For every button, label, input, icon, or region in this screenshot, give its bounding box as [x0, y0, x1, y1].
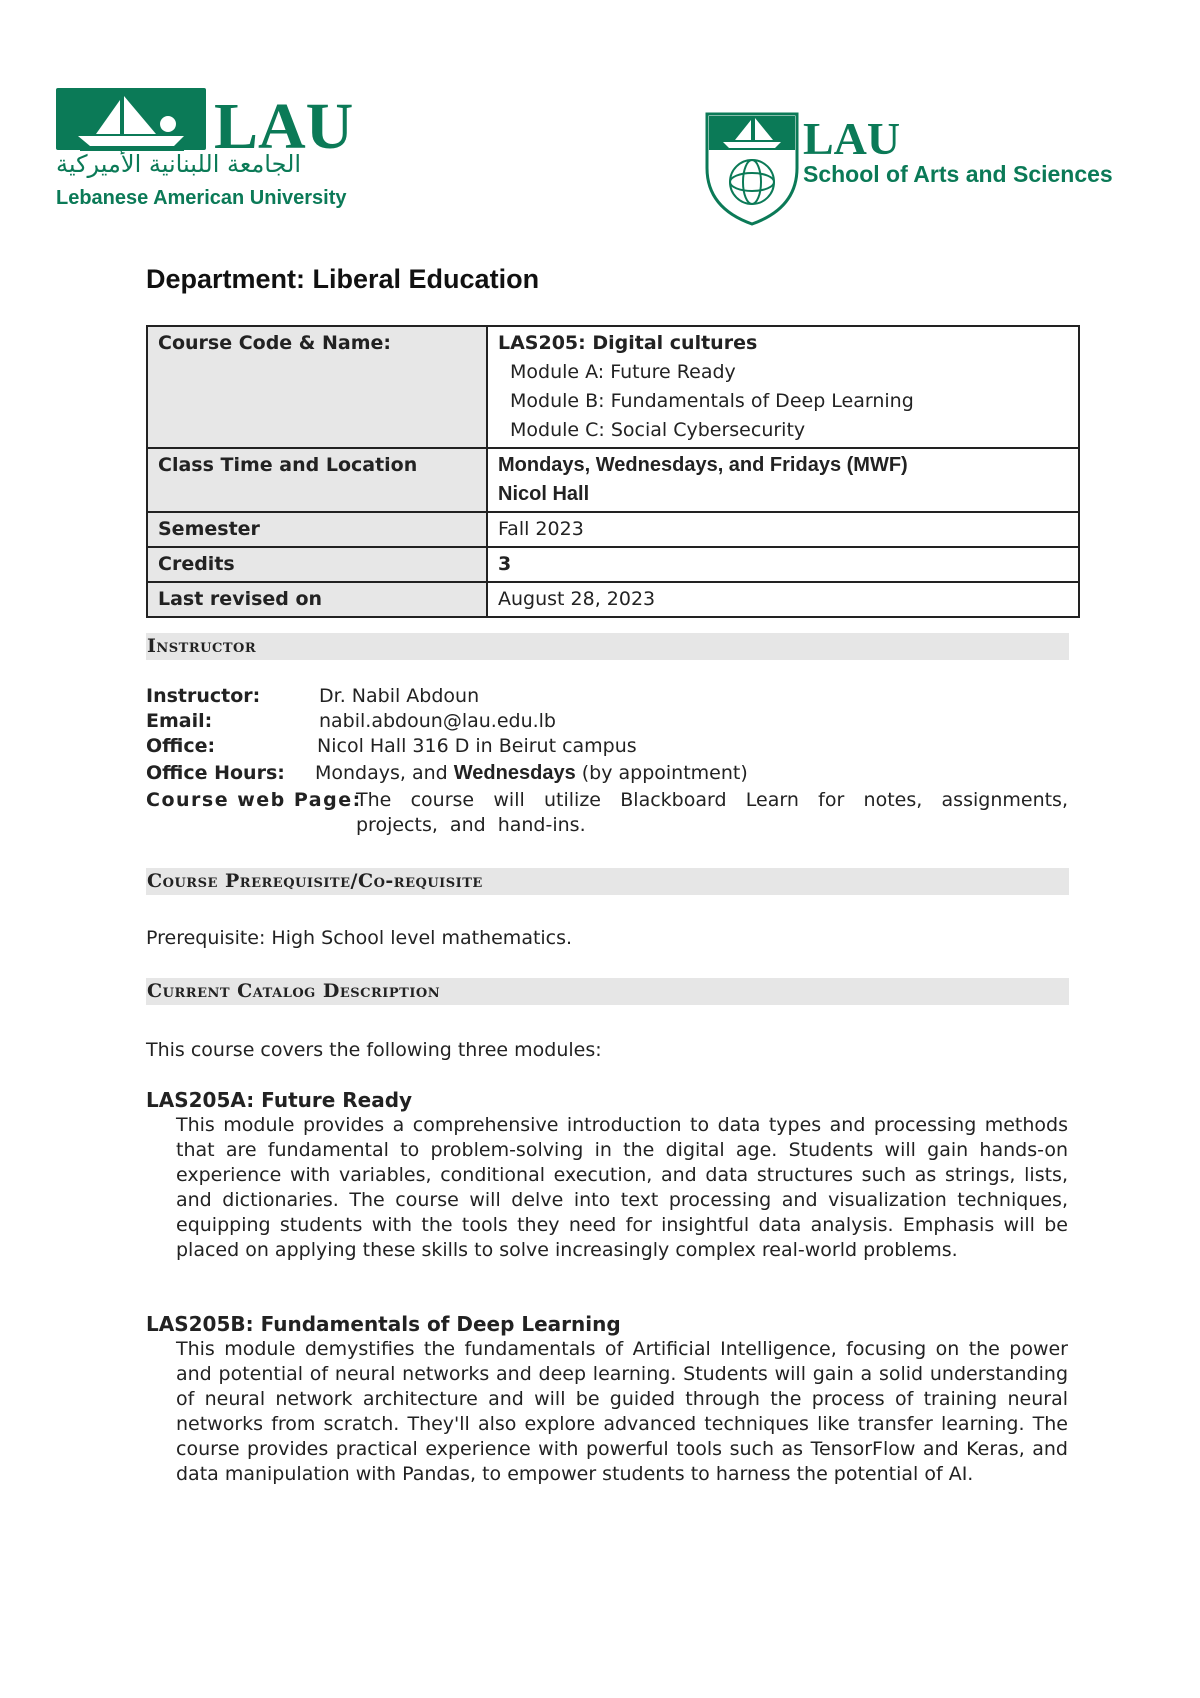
module-b-block — [146, 1312, 1068, 1487]
table-row-credits — [147, 547, 1079, 582]
table-row-revised — [147, 582, 1079, 617]
school-lau-wordmark: LAU — [803, 113, 901, 164]
web-label: Course web Page: — [146, 789, 362, 811]
class-location: Nicol Hall — [498, 483, 590, 505]
revised-label: Last revised on — [147, 582, 487, 617]
hours-label: Office Hours: — [146, 762, 285, 784]
hours-row — [146, 761, 1068, 786]
semester-label: Semester — [147, 512, 487, 547]
instructor-row — [146, 684, 1068, 709]
revised-value: August 28, 2023 — [487, 582, 1079, 617]
credits-label: Credits — [147, 547, 487, 582]
credits-value: 3 — [487, 547, 1079, 582]
web-value: The course will utilize Blackboard Learn for notes, assignments, projects, and hand-ins. — [356, 789, 1068, 836]
module-b-title: LAS205B: Fundamentals of Deep Learning — [146, 1312, 621, 1336]
office-row — [146, 734, 1068, 759]
module-a-title: LAS205A: Future Ready — [146, 1088, 413, 1112]
course-label: Course Code & Name: — [147, 326, 487, 448]
department-title: Department: Liberal Education — [146, 264, 540, 294]
table-row-course — [147, 326, 1079, 448]
school-name: School of Arts and Sciences — [803, 161, 1113, 187]
email-row — [146, 709, 1068, 734]
arabic-name: الجامعة اللبنانية الأميركية — [56, 150, 302, 178]
instructor-label: Instructor: — [146, 685, 261, 707]
table-row-semester — [147, 512, 1079, 547]
email-label: Email: — [146, 710, 213, 732]
lau-wordmark: LAU — [214, 90, 354, 163]
module-c-line: Module C: Social Cybersecurity — [510, 419, 806, 441]
module-a-body: This module provides a comprehensive introduction to data types and processing methods that are fundamental to problem-solving in the digital age. Students will gain hands-on experience with variables, conditional execution, and data structures such as strings, lists, and dictionaries. The course will delve into text processing and visualization techniques, equipping students with the tools they need for insightful data analysis. Emphasis will be placed on applying these skills to solve increasingly complex real-world problems. — [176, 1114, 1068, 1261]
shield-icon — [705, 112, 1165, 227]
semester-value: Fall 2023 — [487, 512, 1079, 547]
school-logo — [705, 112, 1165, 227]
office-value: Nicol Hall 316 D in Beirut campus — [317, 735, 637, 757]
instructor-heading: Instructor — [146, 633, 1069, 660]
module-a-block — [146, 1088, 1068, 1263]
catalog-intro: This course covers the following three modules: — [146, 1039, 602, 1061]
prereq-heading: Course Prerequisite/Co-requisite — [146, 868, 1069, 895]
module-b-line: Module B: Fundamentals of Deep Learning — [510, 390, 914, 412]
web-row — [146, 788, 1068, 838]
hours-bold-day: Wednesdays — [453, 762, 576, 784]
hours-days: Mondays, and — [315, 762, 454, 784]
office-label: Office: — [146, 735, 216, 757]
course-info-table — [146, 325, 1080, 618]
instructor-block — [146, 684, 1068, 838]
instructor-value: Dr. Nabil Abdoun — [319, 685, 480, 707]
prereq-text: Prerequisite: High School level mathematics. — [146, 927, 573, 949]
table-row-time — [147, 448, 1079, 512]
time-label: Class Time and Location — [147, 448, 487, 512]
time-value — [487, 448, 1079, 512]
lau-logo — [56, 88, 396, 218]
module-b-body: This module demystifies the fundamentals of Artificial Intelligence, focusing on the power and potential of neural networks and deep learning. Students will gain a solid understanding of neural network architecture and will be guided through the process of training neural networks from scratch. They'll also explore advanced techniques like transfer learning. The course provides practical experience with powerful tools such as TensorFlow and Keras, and data manipulation with Pandas, to empower students to harness the potential of AI. — [176, 1338, 1068, 1485]
hours-value — [315, 761, 748, 786]
email-value[interactable]: nabil.abdoun@lau.edu.lb — [319, 710, 556, 732]
course-name: LAS205: Digital cultures — [498, 332, 758, 354]
hours-note: (by appointment) — [575, 762, 748, 784]
course-value — [487, 326, 1079, 448]
module-a-line: Module A: Future Ready — [510, 361, 736, 383]
class-days: Mondays, Wednesdays, and Fridays (MWF) — [498, 454, 908, 476]
catalog-heading: Current Catalog Description — [146, 978, 1069, 1005]
university-name: Lebanese American University — [56, 187, 347, 209]
